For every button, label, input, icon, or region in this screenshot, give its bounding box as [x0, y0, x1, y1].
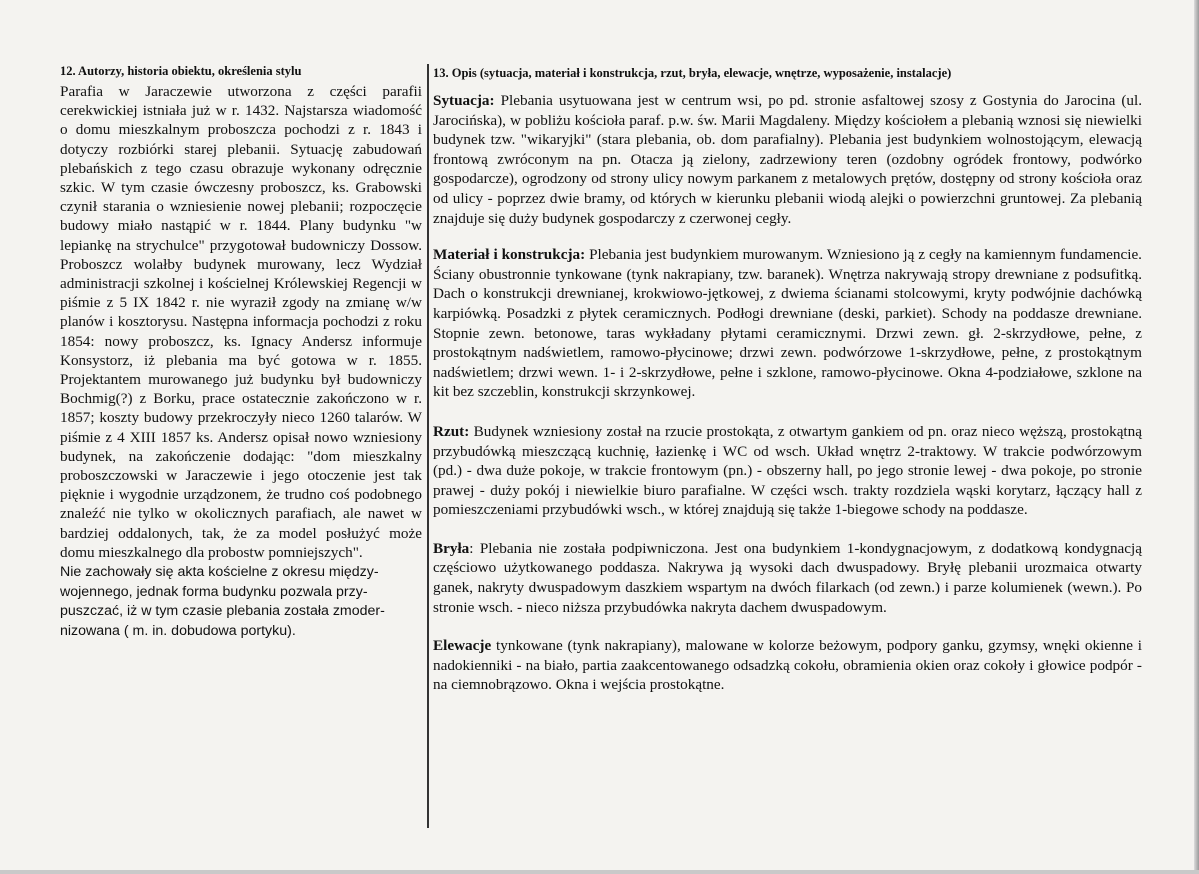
section-rzut [433, 422, 1142, 520]
description-column [433, 66, 1142, 714]
section-text: Budynek wzniesiony został na rzucie prostokąta, z otwartym gankiem od pn. oraz nieco węższą, prostokątną przybudówką mieszczącą kuchnię, łazienkę i WC od wsch. Układ wnętrz 2-traktowy. W trakcie podwórzowym (pd.) - dwa duże pokoje, w trakcie frontowym (pn.) - obszerny hall, po jego stronie lewej - dwa pokoje, po stronie prawej - duży pokój i niewielkie biuro parafialne. W części wsch. trakty rozdziela wąski korytarz, łączący hall z pomieszczeniami przybudówki wsch., w której znajdują się także 1-biegowe schody na poddasze. [433, 422, 1142, 519]
history-heading: 12. Autorzy, historia obiektu, określenia stylu [60, 64, 302, 78]
section-lead: Rzut: [433, 422, 470, 440]
section-text: : Plebania nie została podpiwniczona. Jest ona budynkiem 1-kondygnacjowym, z dodatkową kondygnacją częściowo użytkowanego poddasza. Nakrywa ją wysoki dach dwuspadowy. Bryłę plebanii urozmaica otwarty ganek, nakryty dwuspadowym daszkiem wspartym na dwóch filarkach (od zewn.) i parze kolumienek (wewn.). Po stronie wsch. - nieco niższa przybudówka nakryta dachem dwuspadowym. [433, 539, 1142, 616]
section-text: Plebania jest budynkiem murowanym. Wzniesiono ją z cegły na kamiennym fundamencie. Ściany obustronnie tynkowane (tynk nakrapiany, tzw. baranek). Wnętrza nakrywają stropy drewniane z podsufitką. Dach o konstrukcji drewnianej, krokwiowo-jętkowej, z dwiema ścianami stolcowymi, kryty podwójnie dachówką karpiówką. Posadzki z płytek ceramicznych. Podłogi drewniane (deski, parkiet). Schody na poddasze drewniane. Stopnie zewn. betonowe, taras wykładany płytami ceramicznymi. Drzwi zewn. gł. 2-skrzydłowe, pełne, z prostokątnym nadświetlem, ramowo-płycinowe; drzwi zewn. podwórzowe 1-skrzydłowe, pełne, z prostokątnym nadświetlem; drzwi wewn. 1- i 2-skrzydłowe, pełne i szklone, ramowo-płycinowe. Okna 4-podziałowe, szklone na kit bez szczeblin, konstrukcji skrzynkowej. [433, 246, 1142, 401]
section-text: Plebania usytuowana jest w centrum wsi, po pd. stronie asfaltowej szosy z Gostynia do Jarocina (ul. Jarocińska), w pobliżu kościoła paraf. p.w. św. Marii Magdaleny. Między kościołem a plebanią wznosi się niewielki budynek tzw. "wikaryjki" (stara plebania, ob. dom parafialny). Plebania jest budynkiem wolnostojącym, elewacją frontową zwróconym na pn. Otacza ją zielony, zadrzewiony teren (ozdobny ogródek frontowy, podwórko gospodarcze), ogrodzony od strony ulicy nowym parkanem z metalowych prętów, dostępny od strony kościoła oraz od ulicy - poprzez dwie bramy, od których w kierunku plebanii wiodą alejki o powierzchni gruntowej. Za plebanią znajduje się duży budynek gospodarczy z czerwonej cegły. [433, 92, 1142, 227]
section-material [433, 245, 1142, 402]
section-lead: Bryła [433, 539, 470, 557]
section-lead: Materiał i konstrukcja: [433, 246, 586, 264]
history-note: Nie zachowały się akta kościelne z okresu między-wojennego, jednak forma budynku pozwala przy-puszczać, iż w tym czasie plebania została zmoder-nizowana ( m. in. dobudowa portyku). [60, 564, 385, 639]
scan-edge-right [1194, 0, 1199, 874]
section-lead: Elewacje [433, 637, 492, 655]
section-text: tynkowane (tynk nakrapiany), malowane w kolorze beżowym, podpory ganku, gzymsy, wnęki okienne i nadokienniki - na biało, partia zaakcentowanego odsadzką cokołu, obramienia okien oraz cokoły i głowice podpór - na ciemnobrązowo. Okna i wejścia prostokątne. [433, 637, 1142, 694]
history-text: Parafia w Jaraczewie utworzona z części parafii cerekwickiej istniała już w r. 1432. Najstarsza wiadomość o domu mieszkalnym proboszcza pochodzi z r. 1843 i dotyczy rozbiórki starej plebanii. Sytuację zabudowań plebańskich z tego czasu obrazuje wykonany odręcznie szkic. W tym czasie ówczesny proboszcz, ks. Grabowski czynił starania o wzniesienie nowej plebanii; rozpoczęcie budowy miało nastąpić w r. 1844. Plany budynku "w lepiankę na strychulce" przygotował budowniczy Dossow. Proboszcz wolałby budynek murowany, lecz Wydział administracji szkolnej i kościelnej Królewskiej Regencji w piśmie z 5 IX 1842 r. nie wyraził zgody na zmianę w/w planów i kosztorysu. Następna informacja pochodzi z roku 1854: nowy proboszcz, ks. Ignacy Andersz informuje Konsystorz, iż plebania ma być gotowa w r. 1855. Projektantem murowanego już budynku był budowniczy Bochmig(?) z Borku, prace ostatecznie zakończono w r. 1857; koszty budowy przekroczyły nieco 1260 talarów. W piśmie z 4 XIII 1857 ks. Andersz opisał nowo wzniesiony budynek, na zakończenie dodając: "dom mieszkalny proboszczowski w Jaraczewie i jego otoczenie jest tak pięknie i wygodnie urządzonem, że trudno coś podobnego znaleźć nie tylko w okolicznych parafiach, ale nawet w bardziej oddalonych, tak, że za model posłużyć może domu mieszkalnego dla probostw pomniejszych". [60, 83, 422, 561]
history-column [60, 64, 422, 641]
section-lead: Sytuacja: [433, 92, 495, 109]
section-elewacje [433, 636, 1142, 695]
section-sytuacja [433, 91, 1142, 228]
description-heading: 13. Opis (sytuacja, materiał i konstrukcja, rzut, bryła, elewacje, wnętrze, wyposażenie, instalacje) [433, 66, 952, 80]
scan-edge-bottom [0, 870, 1199, 874]
section-bryla [433, 539, 1142, 617]
column-divider [427, 64, 429, 828]
